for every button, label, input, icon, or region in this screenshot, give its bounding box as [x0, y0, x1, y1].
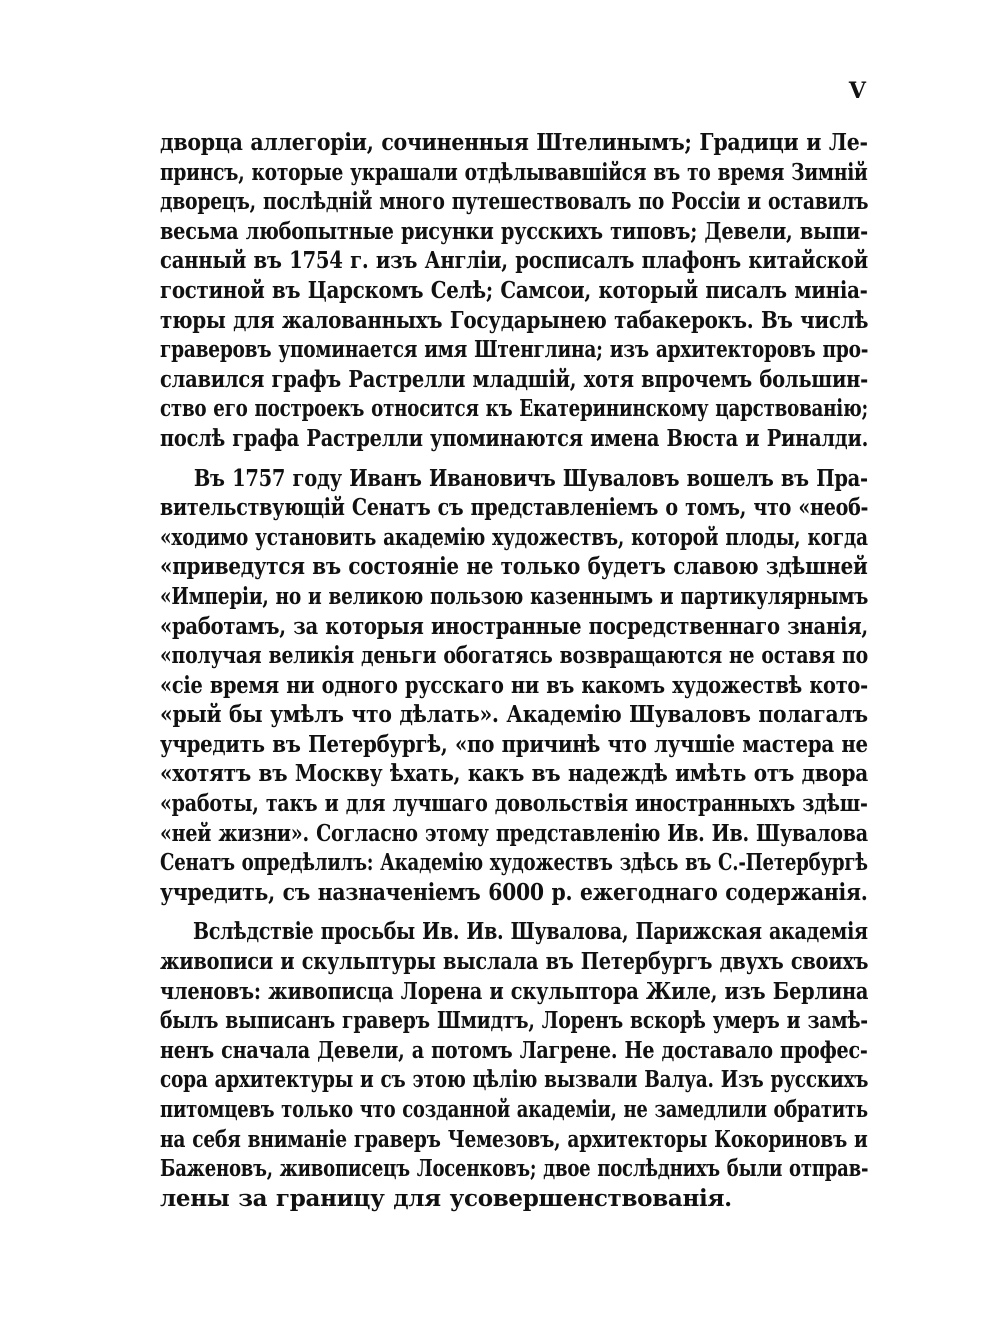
- text-line: санный въ 1754 г. изъ Англіи, росписалъ плафонъ китайской: [160, 247, 868, 275]
- text-line: тюры для жалованныхъ Государынею табакерокъ. Въ числѣ: [160, 306, 869, 334]
- text-line: членовъ: живописца Лорена и скульптора Жиле, изъ Берлина: [160, 977, 869, 1005]
- text-line: на себя вниманіе граверъ Чемезовъ, архитекторы Кокориновъ и: [160, 1125, 868, 1153]
- text-line: «хотятъ въ Москву ѣхать, какъ въ надеждѣ имѣть отъ двора: [160, 760, 868, 788]
- paragraph-2: [160, 464, 868, 908]
- text-line: учредить, съ назначеніемъ 6000 р. ежегоднаго содержанія.: [160, 878, 868, 906]
- text-line: «приведутся въ состояніе не только будетъ славою здѣшней: [160, 553, 868, 581]
- text-line: «рый бы умѣлъ что дѣлать». Академію Шуваловъ полагалъ: [160, 701, 868, 729]
- body-text: [160, 128, 868, 1223]
- text-line: былъ выписанъ граверъ Шмидтъ, Лоренъ вскорѣ умеръ и замѣ-: [160, 1007, 868, 1035]
- text-line: дворецъ, послѣдній много путешествовалъ по Россіи и оставилъ: [160, 188, 869, 216]
- text-line: ство его построекъ относится къ Екатерининскому царствованію;: [160, 395, 869, 423]
- text-line: питомцевъ только что созданной академіи, не замедлили обратить: [160, 1096, 868, 1123]
- text-line: лены за границу для усовершенствованія.: [160, 1184, 732, 1212]
- text-line: «ней жизни». Согласно этому представленію Ив. Ив. Шувалова: [160, 819, 868, 847]
- text-line: Вслѣдствіе просьбы Ив. Ив. Шувалова, Парижская академія: [193, 918, 868, 946]
- text-line: Баженовъ, живописецъ Лосенковъ; двое послѣднихъ были отправ-: [160, 1155, 869, 1183]
- page-number: V: [848, 78, 866, 104]
- text-line: «работы, такъ и для лучшаго довольствія иностранныхъ здѣш-: [160, 790, 868, 818]
- text-line: гостиной въ Царскомъ Селѣ; Самсои, который писалъ миніа-: [160, 276, 868, 304]
- text-line: принсъ, которые украшали отдѣлывавшійся въ то время Зимній: [160, 158, 868, 186]
- text-line: вительствующій Сенатъ съ представленіемъ о томъ, что «необ-: [160, 494, 869, 522]
- text-line: живописи и скульптуры выслала въ Петербургъ двухъ своихъ: [160, 948, 869, 976]
- text-line: ненъ сначала Девели, а потомъ Лагрене. Не доставало профес-: [160, 1036, 868, 1064]
- paragraph-3: [160, 917, 868, 1213]
- text-line: граверовъ упоминается имя Штенглина; изъ архитекторовъ про-: [160, 336, 869, 364]
- text-line: «Имперіи, но и великою пользою казеннымъ и партикулярнымъ: [160, 582, 869, 610]
- text-line: Въ 1757 году Иванъ Ивановичъ Шуваловъ вошелъ въ Пра-: [193, 464, 868, 492]
- text-line: дворца аллегоріи, сочиненныя Штелинымъ; Градици и Ле-: [160, 129, 868, 156]
- text-line: учредить въ Петербургѣ, «по причинѣ что лучшіе мастера не: [160, 730, 868, 758]
- text-line: «сіе время ни одного русскаго ни въ какомъ художествѣ кото-: [160, 671, 868, 699]
- text-line: «получая великія деньги обогатясь возвращаются не оставя по: [160, 642, 868, 670]
- text-line: славился графъ Растрелли младшій, хотя впрочемъ большин-: [160, 365, 869, 393]
- text-line: «работамъ, за которыя иностранные посредственнаго знанія,: [160, 612, 868, 640]
- text-line: «ходимо установить академію художествъ, которой плоды, когда: [160, 523, 868, 551]
- text-line: Сенатъ опредѣлилъ: Академію художествъ здѣсь въ С.-Петербургѣ: [160, 849, 868, 877]
- text-line: послѣ графа Растрелли упоминаются имена Вюста и Риналди.: [160, 424, 869, 452]
- text-line: сора архитектуры и съ этою цѣлію вызвали Валуа. Изъ русскихъ: [160, 1066, 869, 1094]
- paragraph-1: [160, 128, 868, 454]
- text-line: весьма любопытные рисунки русскихъ типовъ; Девели, выпи-: [160, 217, 868, 245]
